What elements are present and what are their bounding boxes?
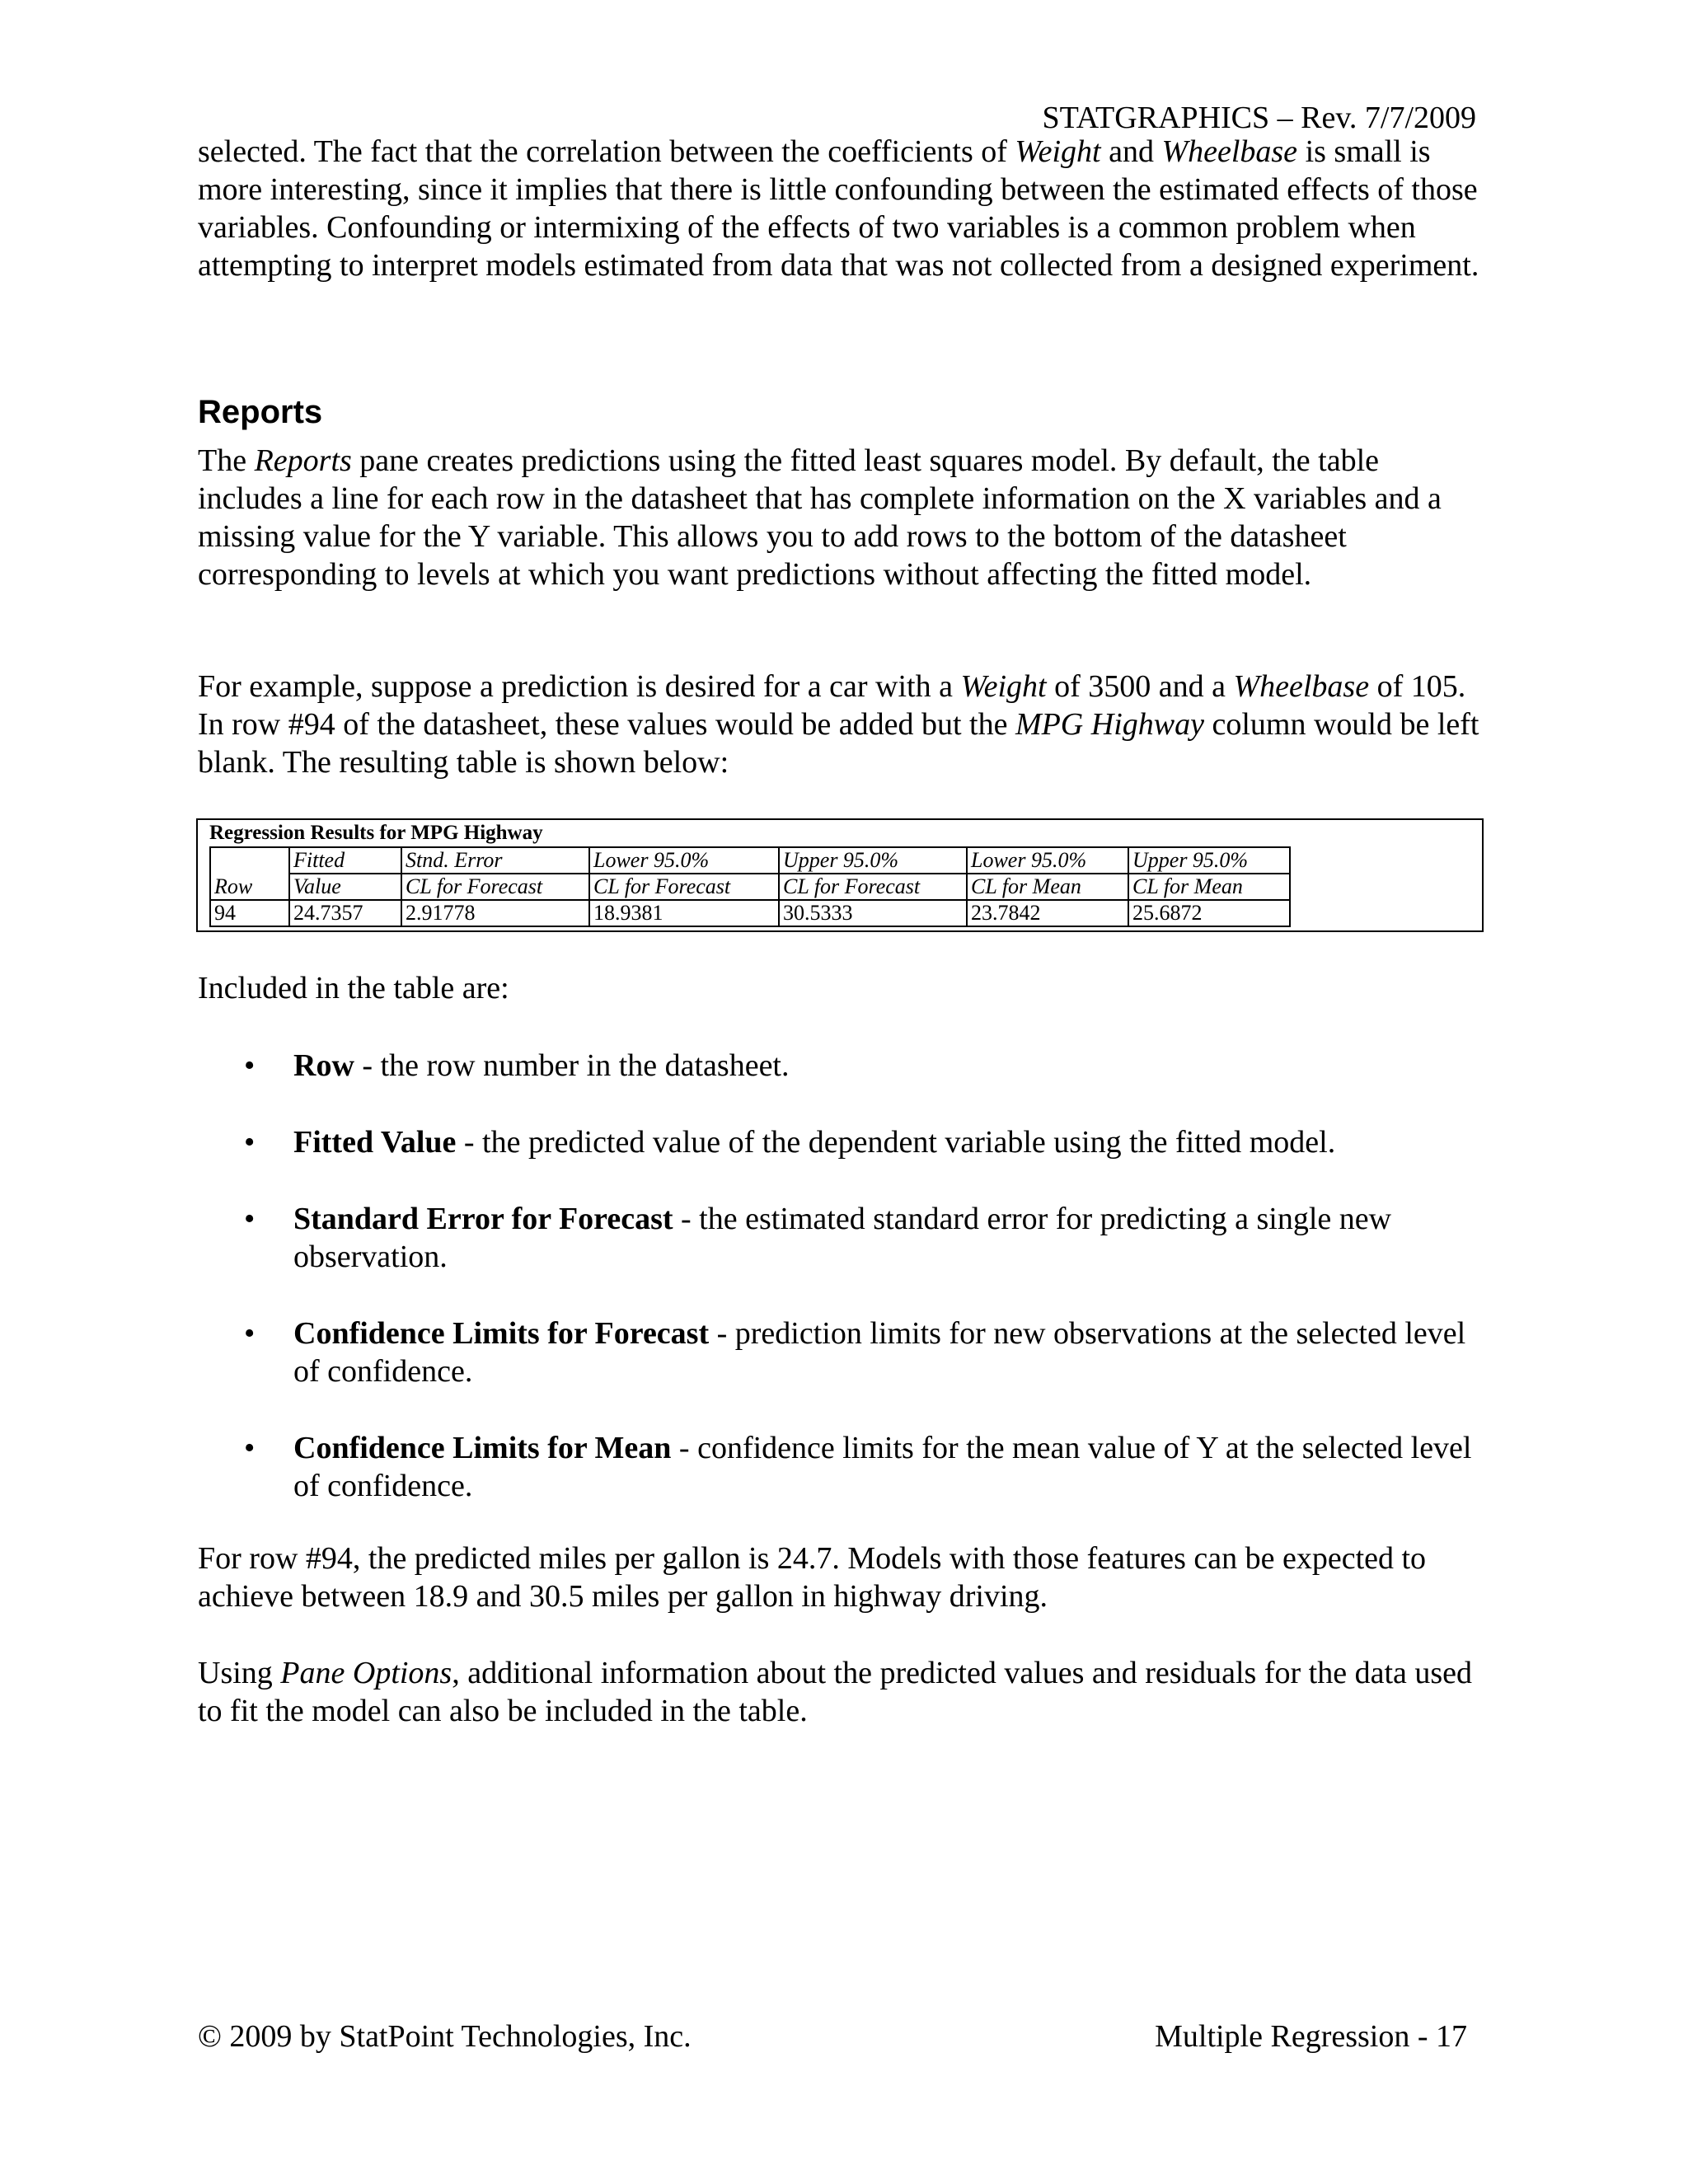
list-item-desc: - the row number in the datasheet. [354, 1048, 790, 1083]
list-item [198, 1047, 1484, 1085]
list-item [198, 1429, 1484, 1505]
table-cell: 30.5333 [779, 900, 967, 926]
section-heading-reports: Reports [198, 394, 323, 430]
bullet-icon: • [244, 1316, 256, 1351]
header-cell: Lower 95.0% [589, 847, 779, 874]
header-cell: CL for Forecast [589, 874, 779, 900]
header-cell: Fitted [289, 847, 401, 874]
row94-paragraph: For row #94, the predicted miles per gallon is 24.7. Models with those features can be expected to achieve between 18.9 and 30.5 miles per gallon in highway driving. [198, 1541, 1427, 1614]
regression-results-title: Regression Results for MPG Highway [209, 822, 543, 844]
running-header: STATGRAPHICS – Rev. 7/7/2009 [1042, 101, 1476, 135]
footer-copyright: © 2009 by StatPoint Technologies, Inc. [198, 2019, 692, 2054]
reports-paragraph [198, 442, 1484, 593]
table-cell: 2.91778 [401, 900, 589, 926]
table-cell: 18.9381 [589, 900, 779, 926]
intro-italic-weight: Weight [1015, 134, 1101, 169]
regression-results-box [196, 818, 1484, 932]
table-header-row-2 [210, 874, 1290, 900]
definition-list [198, 1047, 1484, 1544]
table-cell: 24.7357 [289, 900, 401, 926]
bullet-icon: • [244, 1125, 256, 1160]
header-cell: Value [289, 874, 401, 900]
example-italic-wheelbase: Wheelbase [1233, 669, 1370, 704]
header-cell: CL for Forecast [401, 874, 589, 900]
list-item-term: Row [293, 1048, 354, 1083]
example-text-1: For example, suppose a prediction is desired for a car with a [198, 669, 961, 704]
header-cell: CL for Mean [967, 874, 1128, 900]
footer-page-label: Multiple Regression - 17 [1155, 2019, 1467, 2054]
header-cell: Row [210, 874, 289, 900]
example-paragraph [198, 668, 1484, 781]
list-item-term: Confidence Limits for Forecast [293, 1316, 710, 1351]
bullet-icon: • [244, 1202, 256, 1236]
list-item-desc: - the estimated standard error for predicting a single new observation. [293, 1202, 1392, 1274]
table-header-row-1 [210, 847, 1290, 874]
header-cell: Upper 95.0% [779, 847, 967, 874]
intro-text-2: and [1100, 134, 1162, 169]
list-item-term: Confidence Limits for Mean [293, 1431, 672, 1465]
table-cell: 25.6872 [1128, 900, 1290, 926]
table-row [210, 900, 1290, 926]
table-cell: 23.7842 [967, 900, 1128, 926]
example-text-3: of 105. In row #94 of the datasheet, these values would be added but the [198, 669, 1466, 742]
included-paragraph: Included in the table are: [198, 971, 509, 1005]
example-italic-weight: Weight [960, 669, 1047, 704]
intro-italic-wheelbase: Wheelbase [1161, 134, 1298, 169]
header-cell: Stnd. Error [401, 847, 589, 874]
list-item-term: Standard Error for Forecast [293, 1202, 673, 1236]
header-cell: CL for Mean [1128, 874, 1290, 900]
reports-text-2: pane creates predictions using the fitted least squares model. By default, the table includes a line for each row in the datasheet that has complete information on the X variables and a missing value for the Y variable. This allows you to add rows to the bottom of the datasheet corresponding to levels at which you want predictions without affecting the fitted model. [198, 443, 1442, 592]
header-cell: Lower 95.0% [967, 847, 1128, 874]
bullet-icon: • [244, 1431, 256, 1465]
list-item-term: Fitted Value [293, 1125, 457, 1160]
list-item [198, 1315, 1484, 1390]
list-item-desc: - the predicted value of the dependent variable using the fitted model. [456, 1125, 1336, 1160]
example-italic-mpg: MPG Highway [1015, 707, 1204, 742]
pane-italic: Pane Options [280, 1656, 452, 1690]
pane-options-paragraph [198, 1654, 1484, 1730]
header-cell: Upper 95.0% [1128, 847, 1290, 874]
pane-text-2: , additional information about the predicted values and residuals for the data used to fit the model can also be included in the table. [198, 1656, 1473, 1728]
header-cell: CL for Forecast [779, 874, 967, 900]
list-item [198, 1123, 1484, 1161]
reports-text-1: The [198, 443, 255, 478]
table-cell: 94 [210, 900, 289, 926]
bullet-icon: • [244, 1048, 256, 1083]
header-cell [210, 847, 289, 874]
list-item-desc: - prediction limits for new observations at the selected level of confidence. [293, 1316, 1466, 1389]
intro-text-1: selected. The fact that the correlation between the coefficients of [198, 134, 1015, 169]
pane-text-1: Using [198, 1656, 281, 1690]
list-item [198, 1200, 1484, 1276]
regression-results-table [209, 846, 1291, 927]
example-text-2: of 3500 and a [1046, 669, 1234, 704]
intro-text-3: is small is more interesting, since it implies that there is little confounding between the estimated effects of those variables. Confounding or intermixing of the effects of two variables is a common problem when attempting to interpret models estimated from data that was not collected from a designed experiment. [198, 134, 1479, 283]
intro-paragraph [198, 133, 1484, 284]
example-text-4: column would be left blank. The resulting table is shown below: [198, 707, 1479, 780]
list-item-desc: - confidence limits for the mean value of Y at the selected level of confidence. [293, 1431, 1472, 1503]
reports-italic: Reports [254, 443, 352, 478]
